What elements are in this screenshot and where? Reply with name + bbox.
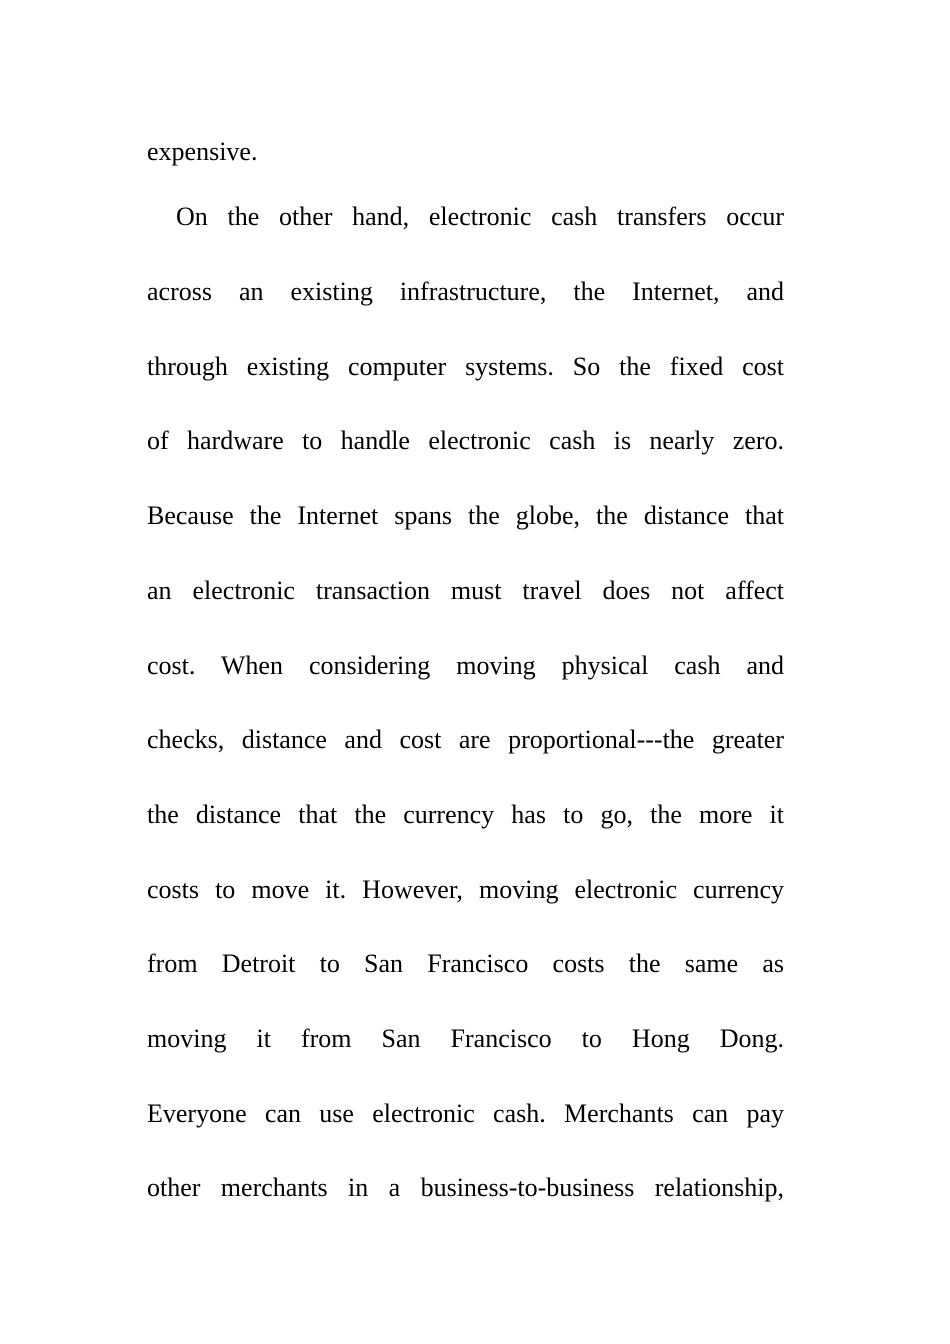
paragraph-line: Because the Internet spans the globe, the distance that (147, 501, 784, 530)
paragraph-line: checks, distance and cost are proportional---the greater (147, 725, 784, 754)
paragraph-line: costs to move it. However, moving electronic currency (147, 875, 784, 904)
paragraph-line: cost. When considering moving physical cash and (147, 651, 784, 680)
continuation-text: expensive. (147, 137, 258, 166)
paragraph-line: across an existing infrastructure, the Internet, and (147, 277, 784, 306)
paragraph-line: moving it from San Francisco to Hong Dong. (147, 1024, 784, 1053)
paragraph-line: of hardware to handle electronic cash is nearly zero. (147, 426, 784, 455)
paragraph-line: through existing computer systems. So the fixed cost (147, 352, 784, 381)
paragraph-line: an electronic transaction must travel does not affect (147, 576, 784, 605)
paragraph-line: other merchants in a business-to-business relationship, (147, 1173, 784, 1202)
paragraph-line: from Detroit to San Francisco costs the same as (147, 949, 784, 978)
paragraph-line: Everyone can use electronic cash. Merchants can pay (147, 1099, 784, 1128)
paragraph-line: the distance that the currency has to go, the more it (147, 800, 784, 829)
paragraph-line: On the other hand, electronic cash transfers occur (176, 202, 784, 231)
